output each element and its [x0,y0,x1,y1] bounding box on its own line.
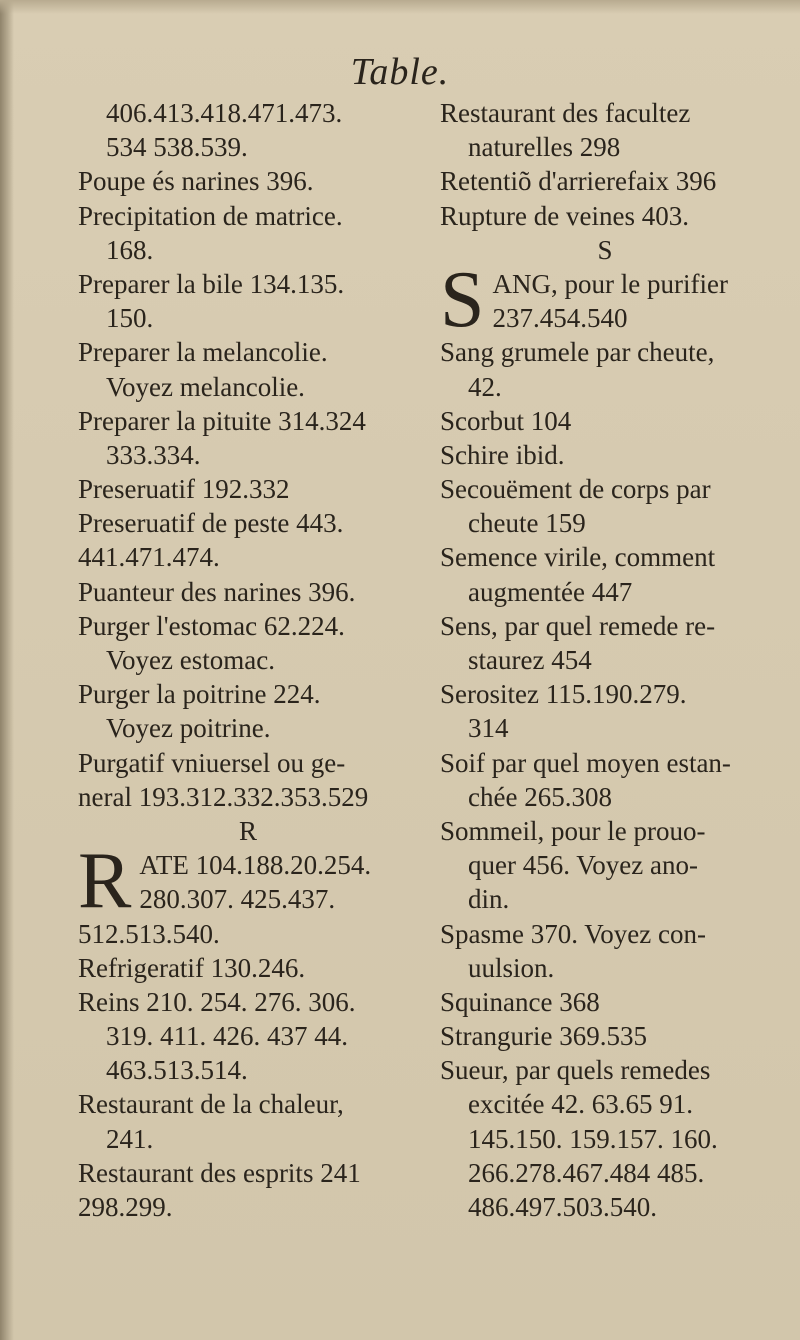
index-entry: Preseruatif 192.332 [78,474,290,505]
index-entry: Sueur, par quels remedes [440,1055,711,1086]
index-entry: Preparer la melancolie. [78,337,328,368]
index-entry: Schire ibid. [440,439,565,470]
index-entry: Refrigeratif 130.246. [78,952,306,983]
index-entry: Sens, par quel remede re- [440,610,716,641]
index-entry: Semence virile, comment [440,542,716,573]
index-entry: ANG, pour le purifier [492,268,728,299]
index-entry: Serositez 115.190.279. [440,679,687,710]
index-entry: Restaurant de la chaleur, [78,1089,344,1120]
index-line: uulsion. [468,952,555,983]
index-entry: Purgatif vniuersel ou ge- [78,747,346,778]
index-line: neral 193.312.332.353.529 [78,781,369,812]
index-line: 241. [106,1123,154,1154]
index-line: 168. [106,234,154,265]
index-line: 319. 411. 426. 437 44. [106,1021,348,1052]
index-entry: Spasme 370. Voyez con- [440,918,706,949]
index-line: 237.454.540 [492,303,628,334]
index-entry: Squinance 368 [440,986,600,1017]
index-line: 534 538.539. [106,132,248,163]
index-entry: Preparer la bile 134.135. [78,268,345,299]
index-line: naturelles 298 [468,132,621,163]
index-entry: Preseruatif de peste 443. [78,508,344,539]
left-column [78,96,418,1224]
index-line: 333.334. [106,439,201,470]
index-entry: Retentiõ d'arrierefaix 396 [440,166,717,197]
index-entry: Secouëment de corps par [440,474,711,505]
index-line: 298.299. [78,1192,173,1222]
index-entry: Poupe és narines 396. [78,166,314,197]
index-line: 486.497.503.540. [468,1192,657,1222]
right-column [440,96,770,1224]
index-line: din. [468,884,510,915]
index-line: 145.150. 159.157. 160. [468,1123,718,1154]
index-entry: Restaurant des facultez [440,98,691,128]
index-entry: Strangurie 369.535 [440,1021,647,1052]
index-line: 441.471.474. [78,542,220,573]
index-line: 314 [468,713,509,744]
dropcap-letter: R [78,848,132,917]
index-entry: ATE 104.188.20.254. [139,850,372,881]
dropcap-entry [78,848,418,916]
index-entry: Soif par quel moyen estan- [440,747,731,778]
index-entry: Precipitation de matrice. [78,200,343,231]
dropcap-letter: S [440,266,485,336]
index-entry: Preparer la pituite 314.324 [78,405,366,436]
index-line: staurez 454 [468,645,592,675]
index-entry: Sang grumele par cheute, [440,337,715,368]
section-letter: S [597,234,613,265]
page-top-shadow [0,0,800,14]
index-entry: Reins 210. 254. 276. 306. [78,986,356,1017]
index-line: 266.278.467.484 485. [468,1157,705,1188]
index-line: chée 265.308 [468,781,612,812]
index-entry: Puanteur des narines 396. [78,576,356,607]
index-line: excitée 42. 63.65 91. [468,1089,693,1120]
index-entry: Scorbut 104 [440,405,572,436]
index-entry: Restaurant des esprits 241 [78,1157,361,1188]
index-line: 463.513.514. [106,1055,248,1086]
index-line: 406.413.418.471.473. [106,98,343,128]
index-line: 280.307. 425.437. [139,884,336,915]
section-letter: R [238,815,257,846]
index-line: Voyez melancolie. [106,371,305,402]
index-line: quer 456. Voyez ano- [468,850,698,881]
index-entry: Rupture de veines 403. [440,200,689,231]
index-line: augmentée 447 [468,576,633,607]
index-line: 42. [468,371,502,402]
index-line: 150. [106,303,154,334]
index-line: Voyez estomac. [106,645,275,675]
page-edge-shadow [0,0,14,1340]
dropcap-entry [440,267,770,335]
index-entry: Purger la poitrine 224. [78,679,321,710]
index-entry: Sommeil, pour le prouo- [440,815,706,846]
index-line: 512.513.540. [78,918,220,949]
index-line: Voyez poitrine. [106,713,271,744]
index-line: cheute 159 [468,508,586,539]
index-entry: Purger l'estomac 62.224. [78,610,345,641]
page-header: Table. [350,51,450,93]
